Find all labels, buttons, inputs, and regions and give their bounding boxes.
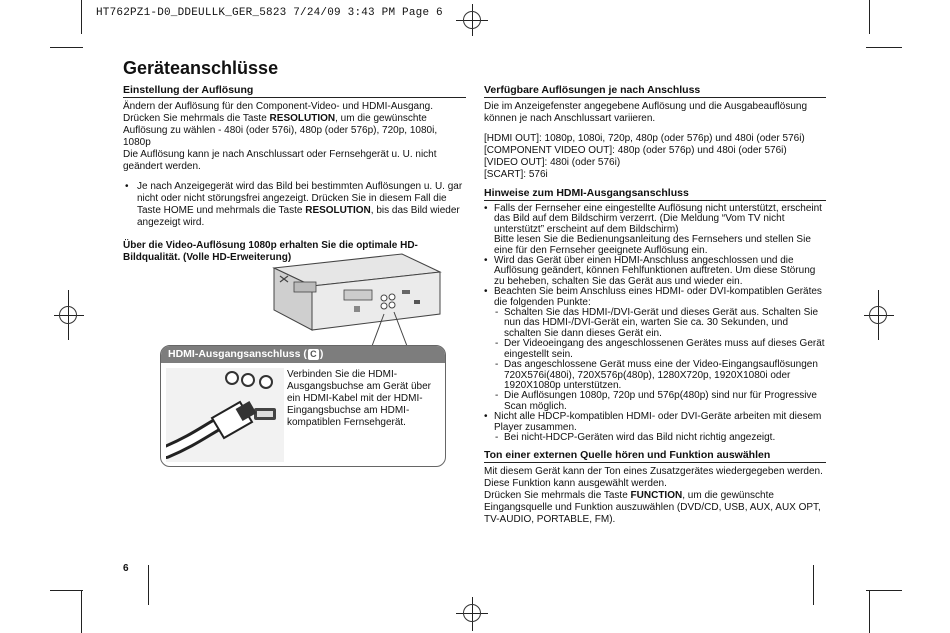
page-number: 6 (123, 563, 129, 574)
page-title: Geräteanschlüsse (123, 58, 279, 78)
right-column (484, 84, 826, 526)
list-item (484, 204, 826, 256)
resolution-bullets (123, 181, 466, 229)
text-run: Drücken Sie mehrmals die Taste (123, 113, 270, 124)
resolution-instruction (123, 113, 466, 149)
section-heading-external-source: Ton einer externen Quelle hören und Funktion auswählen (484, 449, 826, 463)
resolution-intro: Ändern der Auflösung für den Component-Video- und HDMI-Ausgang. (123, 101, 434, 112)
sub-list-item: - Bei nicht-HDCP-Geräten wird das Bild nicht richtig angezeigt. (494, 433, 826, 443)
registration-mark-icon (463, 604, 481, 622)
text-run: Je nach Anzeigegerät wird das Bild bei bestimmten Auflösungen u. U. gar nicht oder nicht störungsfrei angezeigt. Drücken Sie in diesem Fall die Taste HOME und mehrmals die Taste (137, 181, 463, 216)
sub-list-item: - Schalten Sie das HDMI-/DVI-Gerät und dieses Gerät aus. Schalten Sie nun das HDMI-/DVI-Gerät ein, warten Sie ca. 30 Sekunden, und schalten Sie dann dieses Gerät ein. (494, 308, 826, 339)
text-run: Drücken Sie mehrmals die Taste (484, 490, 631, 502)
hdmi-panel-title (161, 346, 445, 363)
sub-list-item: - Das angeschlossene Gerät muss eine der Video-Eingangsauflösungen 720X576i(480i), 720X576p(480p), 1280X720p, 1920X1080i oder 1920X1080p unterstützen. (494, 360, 826, 391)
sub-list-item: - Der Videoeingang des angeschlossenen Gerätes muss auf dieses Gerät eingestellt sein. (494, 339, 826, 360)
list-item (123, 181, 466, 229)
hd-quality-note: Über die Video-Auflösung 1080p erhalten Sie die optimale HD-Bildqualität. (Volle HD-Erweiterung) (123, 240, 418, 263)
resolution-line-scart: [SCART]: 576i (484, 169, 548, 180)
resolution-line-hdmi: [HDMI OUT]: 1080p, 1080i, 720p, 480p (oder 576p) und 480i (oder 576i) (484, 133, 805, 144)
left-column (123, 84, 466, 264)
external-source-intro: Mit diesem Gerät kann der Ton eines Zusatzgerätes wiedergegeben werden. Diese Funktion kann ausgewählt werden. (484, 466, 823, 490)
hdmi-cable-icon (166, 368, 284, 462)
resolution-line-video: [VIDEO OUT]: 480i (oder 576i) (484, 157, 621, 168)
section-heading-resolution: Einstellung der Auflösung (123, 84, 466, 98)
text-run: , bis das Bild wieder angezeigt wird. (137, 205, 460, 228)
sub-list-item: - Die Auflösungen 1080p, 720p und 576p(480p) sind nur für Progressive Scan möglich. (494, 391, 826, 412)
hdcp-sublist (494, 433, 826, 443)
hdmi-notes-list (484, 204, 826, 443)
print-slug: HT762PZ1-D0_DDEULLK_GER_5823 7/24/09 3:43 PM Page 6 (96, 7, 443, 19)
hdmi-connection-panel (160, 345, 446, 467)
list-item: • Wird das Gerät über einen HDMI-Anschluss angeschlossen und die Auflösung geändert, können Fehlfunktionen auftreten. Um diese Störung zu beheben, schalten Sie das Gerät aus und wieder ein. (484, 256, 826, 287)
registration-mark-icon (59, 306, 77, 324)
hdmi-panel-text: Verbinden Sie die HDMI-Ausgangsbuchse am Gerät über ein HDMI-Kabel mit der HDMI-Eingangsbuchse am HDMI-kompatiblen Fernsehgerät. (287, 369, 431, 428)
registration-mark-icon (869, 306, 887, 324)
available-resolutions-intro: Die im Anzeigefenster angegebene Auflösung und die Ausgabeauflösung können je nach Anschlussart variieren. (484, 101, 808, 124)
text-run: Beachten Sie beim Anschluss eines HDMI- oder DVI-kompatiblen Gerätes die folgenden Punkte: (494, 286, 822, 308)
text-run: Nicht alle HDCP-kompatiblen HDMI- oder DVI-Geräte arbeiten mit diesem Player zusammen. (494, 411, 822, 433)
section-heading-hdmi-notes: Hinweise zum HDMI-Ausgangsanschluss (484, 187, 826, 201)
resolution-key-label: RESOLUTION (269, 113, 336, 124)
resolution-line-component: [COMPONENT VIDEO OUT]: 480p (oder 576p) und 480i (oder 576i) (484, 145, 787, 156)
list-item (484, 287, 826, 412)
section-heading-available-resolutions: Verfügbare Auflösungen je nach Anschluss (484, 84, 826, 98)
function-instruction (484, 490, 826, 526)
text-run: HDMI-Ausgangsanschluss ( (168, 348, 307, 360)
registration-mark-icon (463, 11, 481, 29)
connection-c-icon: C (308, 349, 319, 360)
text-run: ) (319, 348, 324, 360)
hdmi-dvi-sublist (494, 308, 826, 412)
list-item (484, 412, 826, 443)
function-key-label: FUNCTION (630, 490, 683, 502)
resolution-note: Die Auflösung kann je nach Anschlussart oder Fernsehgerät u. U. nicht geändert werden. (123, 149, 437, 172)
text-run: Falls der Fernseher eine eingestellte Auflösung nicht unterstützt, erscheint das Bild auf dem Bildschirm verzerrt. (Die Meldung “Vom TV nicht unterstützt” erscheint auf dem Bildschirm) (494, 203, 822, 235)
resolution-key-label: RESOLUTION (305, 205, 371, 216)
device-rear-panel-icon (262, 248, 448, 348)
text-run: , um die gewünschte Auflösung zu wählen - 480i (oder 576i), 480p (oder 576p), 720p, 1080i, 1080p (123, 113, 438, 148)
text-run: , um die gewünschte Eingangsquelle und Funktion auszuwählen (DVD/CD, USB, AUX, AUX OPT, TV-AUDIO, PORTABLE, FM). (484, 490, 821, 526)
text-run: Bitte lesen Sie die Bedienungsanleitung des Fernsehers und stellen Sie eine für den Fernseher geeignete Auflösung ein. (494, 234, 811, 256)
